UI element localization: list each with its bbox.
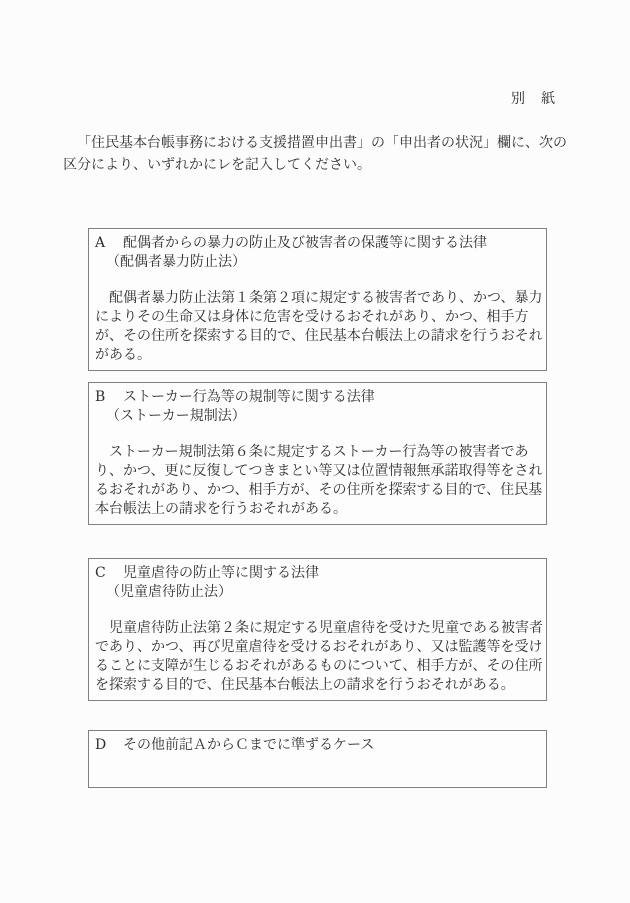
section-b-subtitle: （ストーカー規制法） (106, 408, 246, 424)
section-b-body: ストーカー規制法第６条に規定するストーカー行為等の被害者であり、かつ、更に反復してつきまとい等又は位置情報無承諾取得等をされるおそれがあり、かつ、相手方が、その住所を探索する目的で、住民基本台帳法上の請求を行うおそれがある。 (95, 444, 543, 517)
section-c-body: 児童虐待防止法第２条に規定する児童虐待を受けた児童である被害者であり、かつ、再び児童虐待を受けるおそれがあり、又は監護等を受けることに支障が生じるおそれがあるものについて、相手方が、その住所を探索する目的で、住民基本台帳法上の請求を行うおそれがある。 (95, 620, 543, 693)
section-c-title: 児童虐待の防止等に関する法律 (123, 565, 319, 581)
section-a-subtitle: （配偶者暴力防止法） (106, 254, 246, 270)
section-a-letter: A (95, 235, 106, 251)
section-a-title-row (95, 234, 544, 253)
section-d-title-row (95, 736, 544, 755)
section-box-b (88, 382, 547, 525)
section-c-title-row (95, 564, 544, 583)
section-box-a (88, 228, 547, 371)
corner-label: 別 紙 (511, 91, 556, 107)
section-a-body: 配偶者暴力防止法第１条第２項に規定する被害者であり、かつ、暴力によりその生命又は身体に危害を受けるおそれがあり、かつ、相手方が、その住所を探索する目的で、住民基本台帳法上の請求を行うおそれがある。 (95, 290, 543, 363)
section-a-title: 配偶者からの暴力の防止及び被害者の保護等に関する法律 (123, 235, 487, 251)
section-d-letter: D (95, 737, 107, 753)
section-b-title: ストーカー行為等の規制等に関する法律 (123, 389, 375, 405)
section-d-title: その他前記ＡからＣまでに準ずるケース (123, 737, 375, 753)
section-c-letter: C (95, 565, 106, 581)
intro-paragraph: 「住民基本台帳事務における支援措置申出書」の「申出者の状況」欄に、次の区分により、いずれかにレを記入してください。 (63, 135, 567, 173)
section-c-subtitle: （児童虐待防止法） (106, 584, 232, 600)
section-box-d (88, 730, 547, 788)
section-box-c (88, 558, 547, 701)
section-b-letter: B (95, 389, 106, 405)
section-b-title-row (95, 388, 544, 407)
